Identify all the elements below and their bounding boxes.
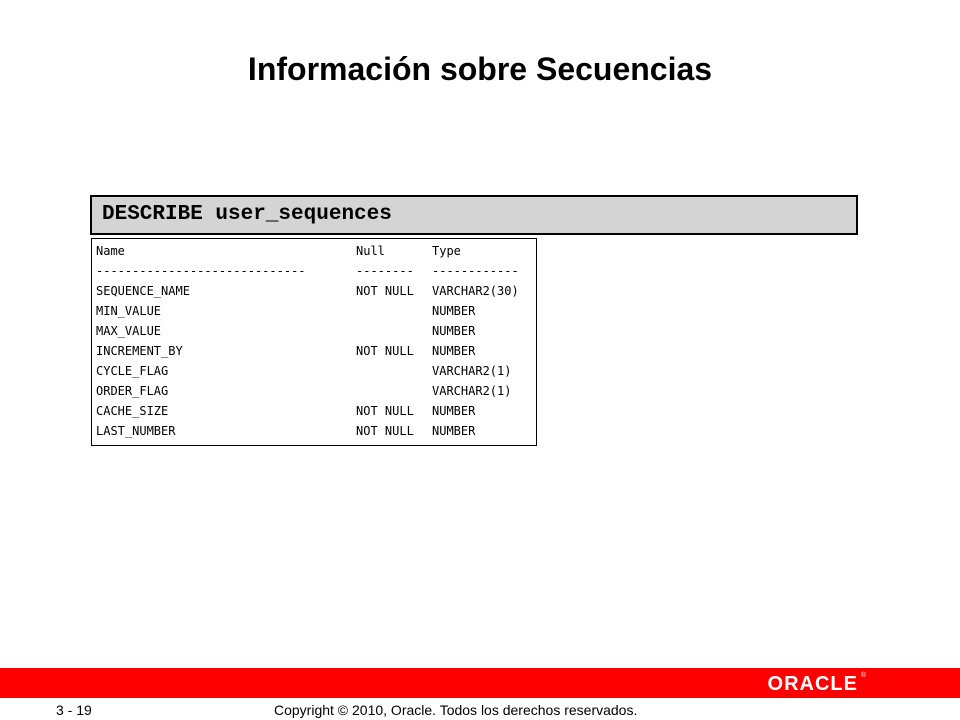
output-header-row — [96, 241, 461, 261]
page-number: 3 - 19 — [56, 702, 92, 718]
column-name: ORDER_FLAG — [96, 384, 169, 398]
registered-mark: ® — [860, 672, 866, 679]
copyright-notice: Copyright © 2010, Oracle. Todos los derechos reservados. — [274, 702, 638, 718]
sql-command-text: DESCRIBE user_sequences — [102, 203, 392, 226]
table-row — [96, 301, 476, 321]
sql-command-box — [90, 195, 858, 235]
column-type: VARCHAR2(1) — [432, 384, 512, 398]
table-row — [96, 341, 476, 361]
column-null: NOT NULL — [356, 344, 414, 358]
table-row — [96, 361, 512, 381]
header-name: Name — [96, 244, 125, 258]
column-name: LAST_NUMBER — [96, 424, 176, 438]
column-type: NUMBER — [432, 404, 476, 418]
separator-name: ----------------------------- — [96, 264, 306, 278]
column-null: NOT NULL — [356, 404, 414, 418]
footer-bar — [0, 668, 960, 698]
column-name: MIN_VALUE — [96, 304, 162, 318]
column-null: NOT NULL — [356, 284, 414, 298]
column-type: NUMBER — [432, 304, 476, 318]
table-row — [96, 401, 476, 421]
output-separator-row — [96, 261, 519, 281]
table-row — [96, 421, 476, 441]
header-type: Type — [432, 244, 461, 258]
column-name: INCREMENT_BY — [96, 344, 183, 358]
oracle-logo: ORACLE — [767, 673, 858, 695]
slide-title: Información sobre Secuencias — [247, 51, 713, 87]
column-null: NOT NULL — [356, 424, 414, 438]
column-type: NUMBER — [432, 324, 476, 338]
column-type: NUMBER — [432, 424, 476, 438]
column-name: MAX_VALUE — [96, 324, 162, 338]
table-row — [96, 281, 519, 301]
column-name: CYCLE_FLAG — [96, 364, 169, 378]
column-name: SEQUENCE_NAME — [96, 284, 190, 298]
describe-output — [91, 238, 537, 446]
separator-null: -------- — [356, 264, 414, 278]
table-row — [96, 321, 476, 341]
table-row — [96, 381, 512, 401]
column-name: CACHE_SIZE — [96, 404, 169, 418]
column-type: VARCHAR2(1) — [432, 364, 512, 378]
header-null: Null — [356, 244, 385, 258]
separator-type: ------------ — [432, 264, 519, 278]
column-type: VARCHAR2(30) — [432, 284, 519, 298]
column-type: NUMBER — [432, 344, 476, 358]
